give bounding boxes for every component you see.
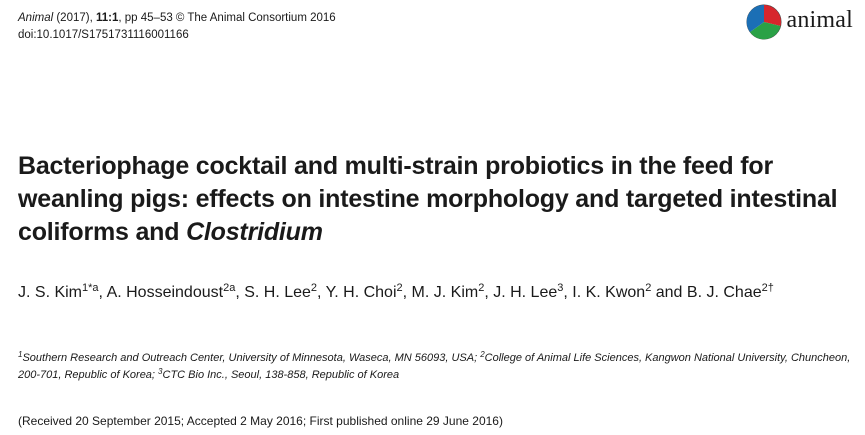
citation-pages: , pp 45–53 © The Animal Consortium 2016 <box>118 12 336 24</box>
journal-logo <box>746 4 853 40</box>
author-affiliation-mark: 2 <box>396 282 403 294</box>
author-affiliation-mark: 2† <box>761 282 774 294</box>
author-affiliation-mark: 2 <box>478 282 485 294</box>
author: I. K. Kwon$^2$ and <box>572 282 687 301</box>
author-name: A. Hosseindoust <box>106 284 224 301</box>
author: M. J. Kim$^2$, <box>411 282 494 301</box>
author-name: B. J. Chae <box>686 284 762 301</box>
author: J. S. Kim$^{1*a}$, <box>18 282 107 301</box>
affiliation-text: Southern Research and Outreach Center, University of Minnesota, Waseca, MN 56093, USA; <box>22 352 481 364</box>
logo-wordmark: animal <box>786 6 853 33</box>
title-main: Bacteriophage cocktail and multi-strain probiotics in the feed for weanling pigs: effects on intestine morphology and targeted intestinal coliforms and <box>18 152 838 246</box>
author-name: M. J. Kim <box>411 284 479 301</box>
publication-history: (Received 20 September 2015; Accepted 2 May 2016; First published online 29 June 2016) <box>18 414 503 428</box>
doi[interactable]: doi:10.1017/S1751731116001166 <box>18 29 189 41</box>
citation-year: (2017), <box>53 12 96 24</box>
author-name: J. S. Kim <box>18 284 83 301</box>
author-affiliation-mark: 1*a <box>82 282 99 294</box>
author-affiliation-mark: 2 <box>645 282 652 294</box>
author-name: J. H. Lee <box>493 284 558 301</box>
author-affiliation-mark: 2a <box>223 282 236 294</box>
affiliation-mark: 2 <box>480 350 485 359</box>
author-affiliation-mark: 2 <box>310 282 318 294</box>
author <box>687 284 774 301</box>
citation-line <box>18 10 336 27</box>
citation-block <box>18 10 336 44</box>
journal-name: Animal <box>18 12 54 24</box>
author-affiliation-mark: 3 <box>557 282 564 294</box>
animal-logo-icon <box>746 4 782 40</box>
affiliation-text: College of Animal Life Sciences, Kangwon National University, Chuncheon, 200-701, Republic of Korea; <box>18 352 851 381</box>
author-name: Y. H. Choi <box>325 284 397 301</box>
author: A. Hosseindoust$^{2a}$, <box>106 282 245 301</box>
author-name: I. K. Kwon <box>572 284 646 301</box>
affiliation-mark: 3 <box>158 367 163 376</box>
citation-volume: 11:1 <box>95 12 119 24</box>
affiliation-text: CTC Bio Inc., Seoul, 138-858, Republic of Korea <box>162 369 400 381</box>
title-italic: Clostridium <box>186 218 323 246</box>
author-name: S. H. Lee <box>244 284 311 301</box>
affiliations <box>18 350 853 384</box>
article-title <box>18 150 838 249</box>
affiliation-mark: 1 <box>18 350 23 359</box>
author: J. H. Lee$^3$, <box>493 282 573 301</box>
author: Y. H. Choi$^2$, <box>325 282 412 301</box>
author-list <box>18 281 853 305</box>
author: S. H. Lee$^2$, <box>244 282 326 301</box>
